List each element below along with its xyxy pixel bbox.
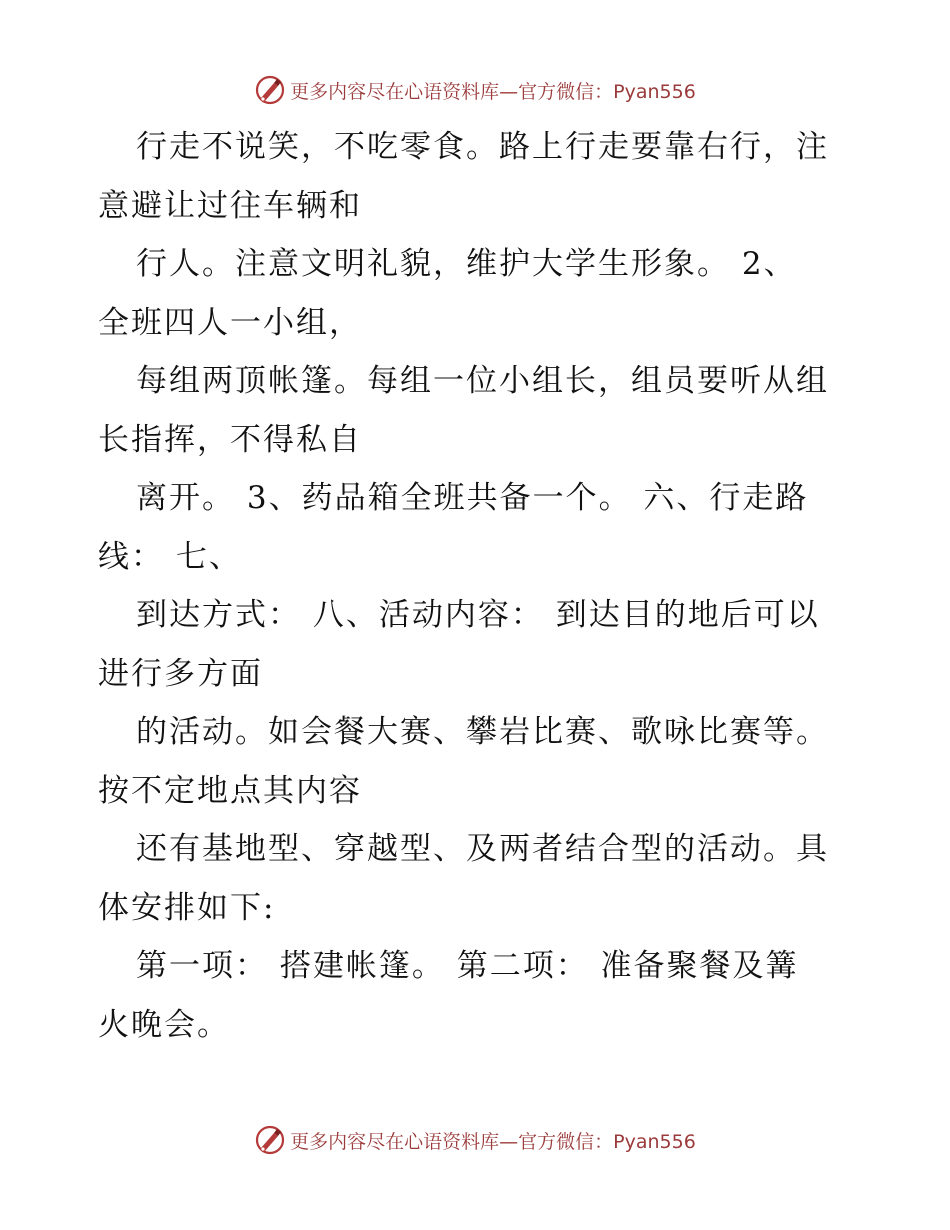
text-line: 行走不说笑，不吃零食。路上行走要靠右行，注 bbox=[136, 129, 829, 165]
text-line: 体安排如下: bbox=[98, 889, 276, 926]
document-body bbox=[98, 118, 868, 1054]
header-watermark bbox=[0, 72, 950, 108]
text-line: 第一项： 搭建帐篷。 第二项： 准备聚餐及篝 bbox=[136, 948, 799, 984]
text-line: 全班四人一小组， bbox=[98, 304, 362, 341]
text-line: 火晚会。 bbox=[98, 1006, 230, 1043]
text-line: 线： 七、 bbox=[98, 538, 242, 575]
text-line: 长指挥，不得私自 bbox=[98, 421, 362, 458]
text-line: 的活动。如会餐大赛、攀岩比赛、歌咏比赛等。 bbox=[136, 714, 829, 750]
text-line: 还有基地型、穿越型、及两者结合型的活动。具 bbox=[136, 831, 829, 867]
text-line: 意避让过往车辆和 bbox=[98, 187, 362, 224]
text-line: 离开。 3、药品箱全班共备一个。 六、行走路 bbox=[136, 480, 809, 516]
watermark-text: 更多内容尽在心语资料库—官方微信：Pyan556 bbox=[290, 1130, 696, 1153]
text-line: 行人。注意文明礼貌，维护大学生形象。 2、 bbox=[136, 246, 797, 282]
watermark-text: 更多内容尽在心语资料库—官方微信：Pyan556 bbox=[290, 80, 696, 103]
text-line: 进行多方面 bbox=[98, 655, 263, 692]
footer-watermark bbox=[0, 1122, 950, 1158]
pen-logo-icon bbox=[254, 74, 286, 106]
text-line: 每组两顶帐篷。每组一位小组长，组员要听从组 bbox=[136, 363, 829, 399]
pen-logo-icon bbox=[254, 1124, 286, 1156]
text-line: 按不定地点其内容 bbox=[98, 772, 362, 809]
text-line: 到达方式： 八、活动内容： 到达目的地后可以 bbox=[136, 597, 820, 633]
